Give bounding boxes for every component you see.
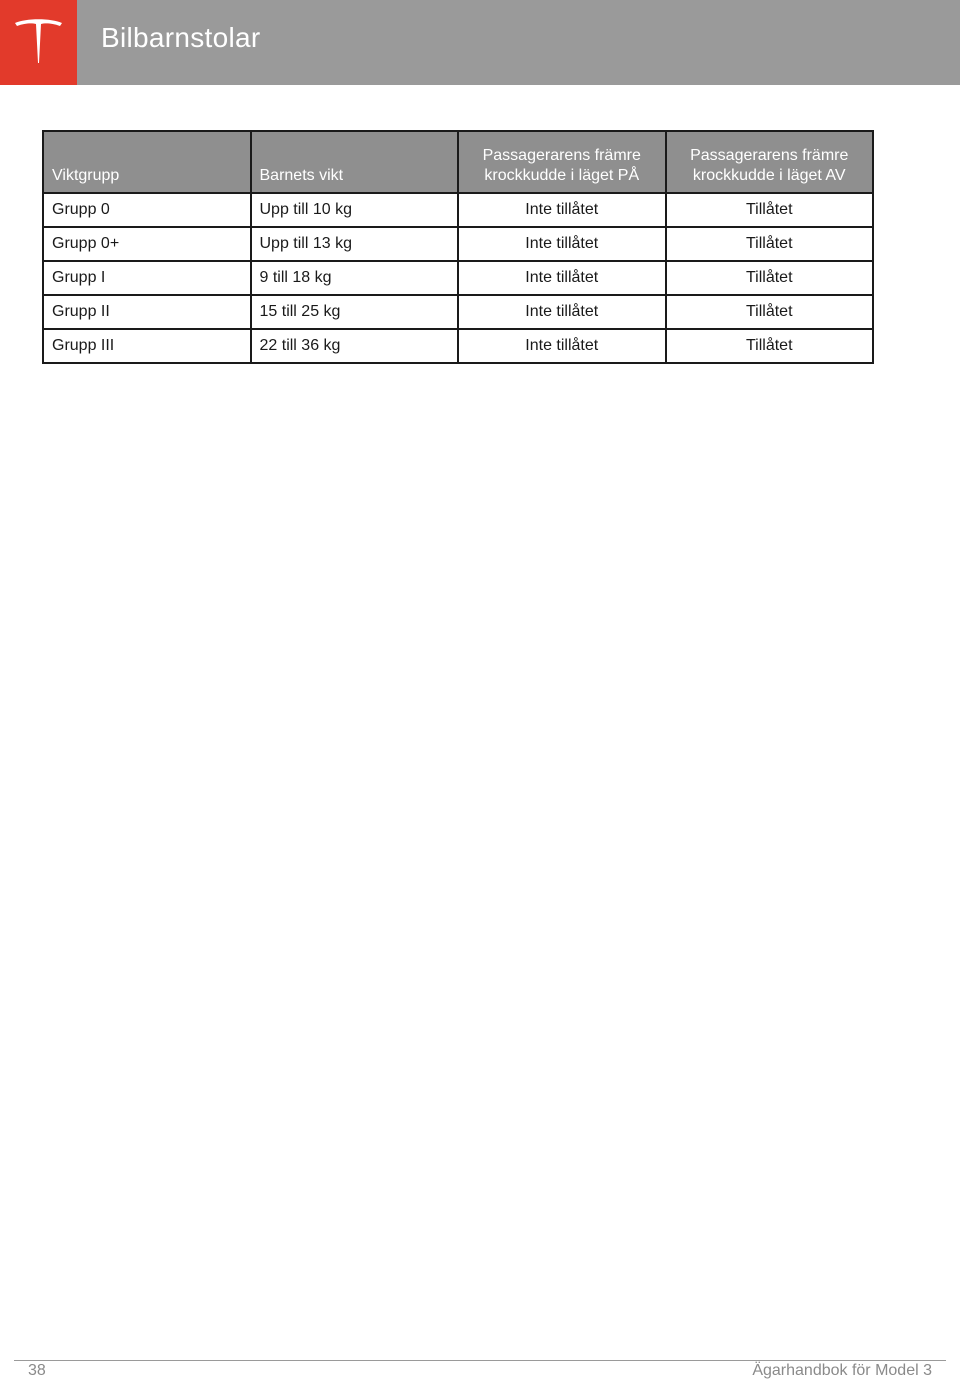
table-cell: 15 till 25 kg: [251, 295, 459, 329]
child-seat-table: [42, 130, 874, 364]
table-cell: Tillåtet: [666, 261, 874, 295]
table-cell: Inte tillåtet: [458, 193, 666, 227]
page-number: 38: [28, 1362, 46, 1379]
table-cell: Upp till 10 kg: [251, 193, 459, 227]
table-row: [43, 261, 873, 295]
table-cell: Grupp I: [43, 261, 251, 295]
table-row: [43, 329, 873, 363]
column-header-airbag-on: Passagerarens främre krockkudde i läget PÅ: [458, 131, 666, 193]
table-row: [43, 227, 873, 261]
tesla-logo-icon: [12, 15, 65, 67]
table-cell: Upp till 13 kg: [251, 227, 459, 261]
column-header-airbag-off: Passagerarens främre krockkudde i läget AV: [666, 131, 874, 193]
table-cell: Inte tillåtet: [458, 261, 666, 295]
logo-box: [0, 0, 77, 85]
table-cell: Tillåtet: [666, 193, 874, 227]
table-cell: Inte tillåtet: [458, 227, 666, 261]
table-row: [43, 193, 873, 227]
table-cell: Grupp III: [43, 329, 251, 363]
table-header-row: [43, 131, 873, 193]
table-cell: Tillåtet: [666, 295, 874, 329]
table-cell: Inte tillåtet: [458, 329, 666, 363]
column-header-weight-group: Viktgrupp: [43, 131, 251, 193]
table-cell: Grupp 0: [43, 193, 251, 227]
footer-divider: [14, 1360, 946, 1361]
table-cell: Grupp 0+: [43, 227, 251, 261]
column-header-child-weight: Barnets vikt: [251, 131, 459, 193]
page-header: [0, 0, 960, 85]
table-cell: Inte tillåtet: [458, 295, 666, 329]
page-title: Bilbarnstolar: [101, 22, 261, 53]
table-cell: 9 till 18 kg: [251, 261, 459, 295]
table-cell: Grupp II: [43, 295, 251, 329]
table-cell: Tillåtet: [666, 227, 874, 261]
table-row: [43, 295, 873, 329]
manual-name: Ägarhandbok för Model 3: [752, 1362, 932, 1379]
table-cell: Tillåtet: [666, 329, 874, 363]
table-cell: 22 till 36 kg: [251, 329, 459, 363]
